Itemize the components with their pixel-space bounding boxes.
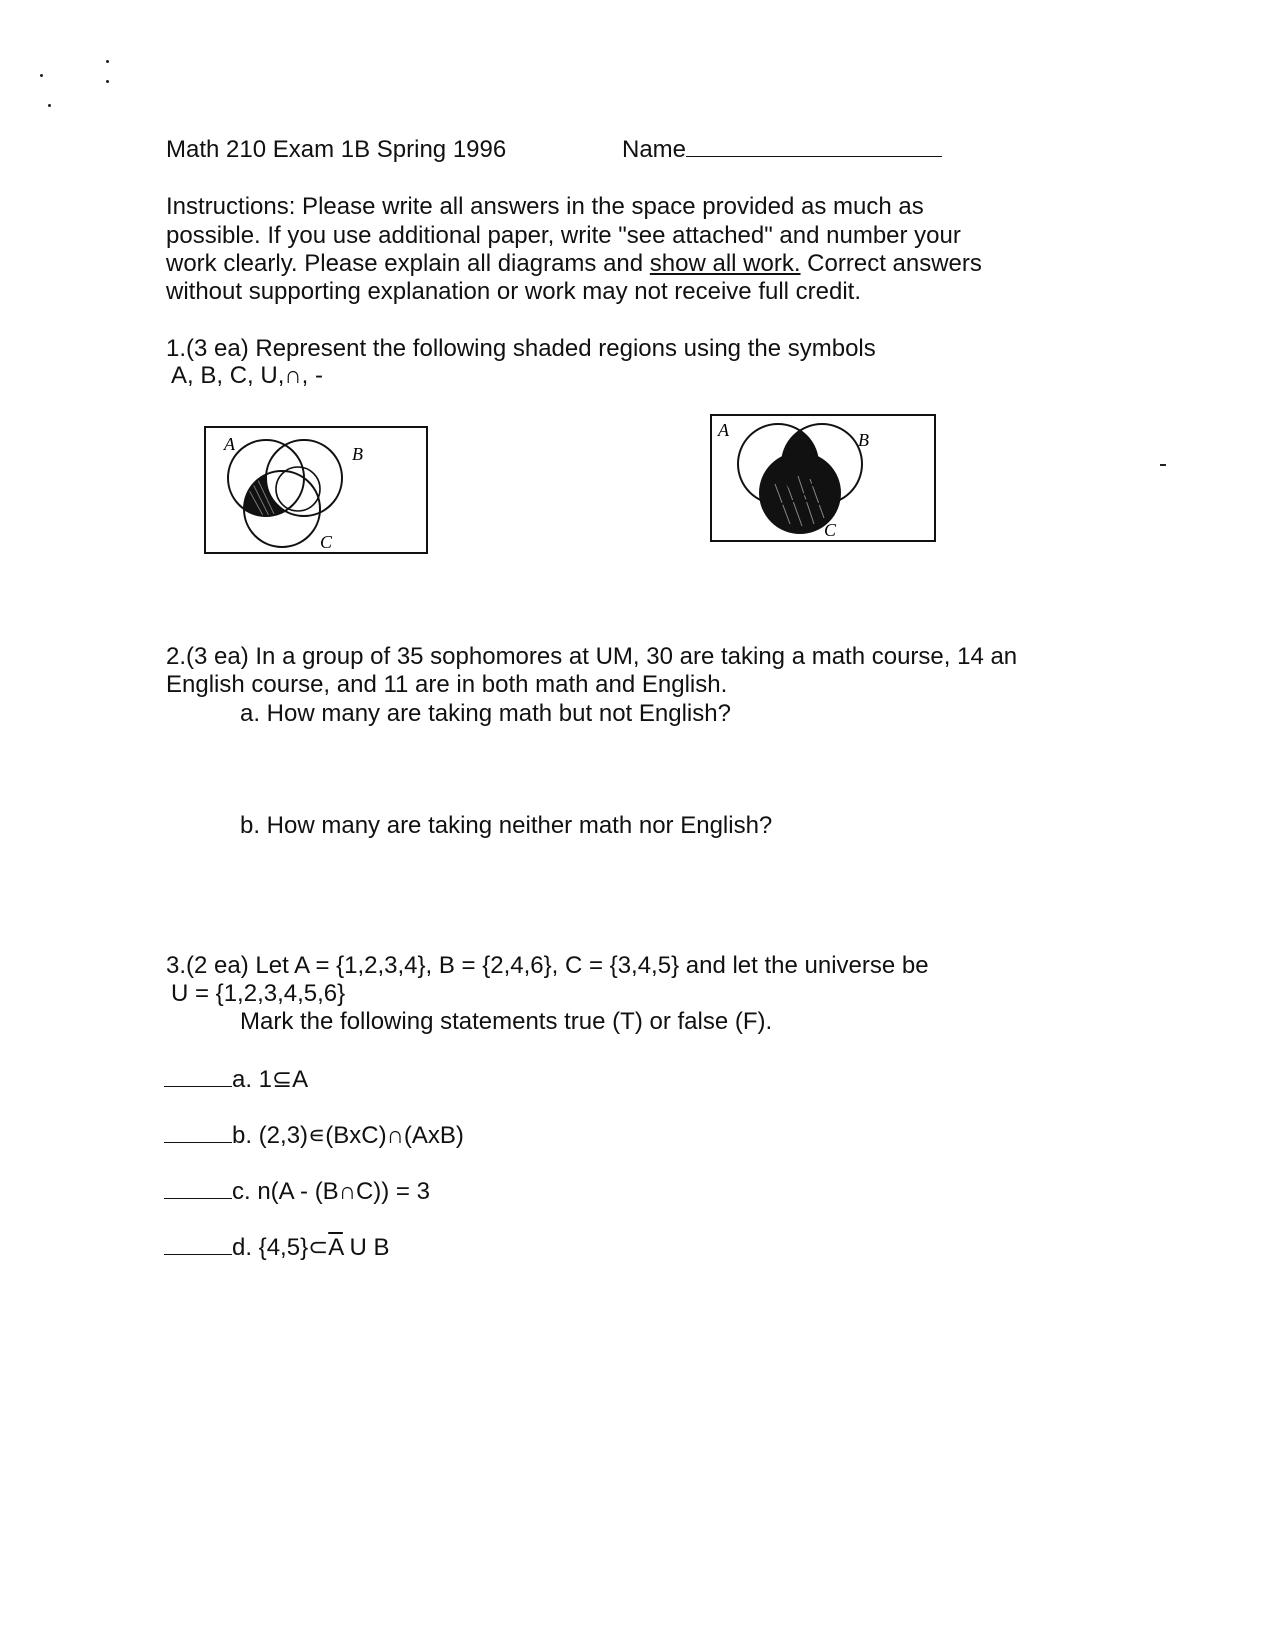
answer-blank-c[interactable] [164, 1178, 232, 1199]
venn-diagram-1 [204, 426, 430, 556]
q3-item-d: d. $\{4,5\}\subset\overline{A}$ U B [164, 1234, 390, 1262]
instructions-line-3: work clearly. Please explain all diagrams and show all work. Correct answers [166, 250, 982, 277]
label-b: B [858, 430, 869, 450]
scan-speck [106, 60, 109, 63]
q3-prompt-line-3: Mark the following statements true (T) or false (F). [240, 1008, 773, 1035]
show-all-work-emphasis: show all work. [649, 250, 801, 277]
name-label: Name [622, 136, 687, 163]
answer-blank-d[interactable] [164, 1234, 232, 1255]
shaded-region [204, 426, 430, 556]
q2-part-b: b. How many are taking neither math nor English? [240, 812, 773, 839]
q3-item-b: b. (2,3)∊(BxC)∩(AxB) [164, 1122, 464, 1150]
label-c: C [320, 532, 333, 552]
instructions-line-4: without supporting explanation or work may not receive full credit. [166, 278, 862, 305]
label-c: C [824, 520, 837, 540]
q2-prompt-line-1: 2.(3 ea) In a group of 35 sophomores at UM, 30 are taking a math course, 14 an [166, 643, 1018, 670]
scan-speck [1160, 464, 1166, 466]
q1-prompt-line-1: 1.(3 ea) Represent the following shaded regions using the symbols [166, 335, 876, 362]
exam-title: Math 210 Exam 1B Spring 1996 [166, 136, 507, 163]
answer-blank-b[interactable] [164, 1122, 232, 1143]
label-b: B [352, 444, 363, 464]
instructions-line-1: Instructions: Please write all answers in the space provided as much as [166, 193, 924, 220]
q2-prompt-line-2: English course, and 11 are in both math and English. [166, 671, 728, 698]
instructions-line-2: possible. If you use additional paper, write "see attached" and number your [166, 222, 961, 249]
scan-speck [48, 104, 51, 107]
label-a: A [224, 434, 235, 454]
q3-prompt-line-2: U = {1,2,3,4,5,6} [171, 980, 346, 1007]
name-blank[interactable] [686, 136, 942, 157]
q1-prompt-line-2: A, B, C, U,∩, - [171, 362, 323, 389]
q3-prompt-line-1: 3.(2 ea) Let A = {1,2,3,4}, B = {2,4,6}, C = {3,4,5} and let the universe be [166, 952, 929, 979]
scan-speck [40, 74, 43, 77]
label-a: A [718, 420, 729, 440]
q2-part-a: a. How many are taking math but not English? [240, 700, 731, 727]
venn-diagram-2 [710, 414, 940, 546]
scan-speck [106, 80, 109, 83]
a-complement: $\overline{A}$ [328, 1234, 343, 1261]
q3-item-c: c. n(A - (B∩C)) = 3 [164, 1178, 430, 1206]
answer-blank-a[interactable] [164, 1066, 232, 1087]
q3-item-a: a. 1⊆A [164, 1066, 308, 1094]
name-field[interactable] [622, 136, 942, 164]
